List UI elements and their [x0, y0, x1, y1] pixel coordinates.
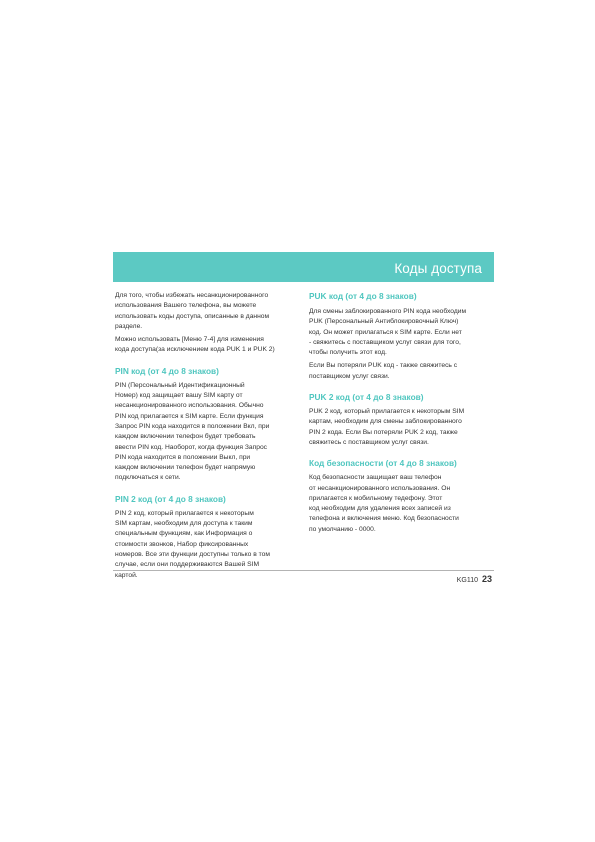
pin2-code-section	[115, 494, 293, 581]
page-title: Коды доступа	[394, 261, 482, 276]
section-heading: PIN код (от 4 до 8 знаков)	[115, 365, 219, 376]
model-name: KG110	[456, 577, 479, 584]
footer-divider	[113, 570, 494, 571]
intro-paragraph: Можно использовать [Меню 7-4] для изменения кода доступа(за исключением кода PUK 1 и PUK 2)	[115, 336, 275, 354]
section-heading: PIN 2 код (от 4 до 8 знаков)	[115, 493, 226, 504]
section-body: PUK 2 код, который прилагается к некоторым SIM картам, необходим для смены заблокированного PIN 2 кода. Если Вы потеряли PUK 2 код, также свяжитесь с поставщиком услуг связи.	[309, 408, 465, 446]
section-heading: Код безопасности (от 4 до 8 знаков)	[309, 458, 457, 469]
section-body: Для смены заблокированного PIN кода необходим PUK (Персональный Антиблокировочный Ключ) код. Он может прилагаться к SIM карте. Если нет - свяжитесь с поставщиком услуг связи для того, чтобы получить этот код.	[309, 308, 467, 357]
intro-block	[115, 291, 293, 356]
right-column	[309, 291, 487, 535]
section-body: PIN (Персональный Идентификационный Номер) код защищает вашу SIM карту от несанкционированного использования. Обычно PIN код прилагается к SIM карте. Если функция Запрос PIN кода находится в положении Вкл, при каждом включении телефон будет требовать ввести PIN код. Наоборот, когда функция Запрос PIN кода находится в положении Выкл, при каждом включении телефон будет напрямую подключаться к сети.	[115, 381, 270, 482]
page-footer	[457, 574, 492, 584]
puk2-code-section	[309, 392, 487, 448]
left-column	[115, 291, 293, 581]
security-code-section	[309, 458, 487, 535]
section-body: Код безопасности защищает ваш телефон от несанкционированного использования. Он прилагается к мобильному тедефону. Этот код необходим для удаления всех записей из телефона и включения меню. Код безопасности по умолчанию - 0000.	[309, 474, 459, 533]
section-heading: PUK 2 код (от 4 до 8 знаков)	[309, 392, 424, 403]
puk-code-section	[309, 291, 487, 382]
page-number: 23	[481, 574, 492, 584]
section-body: Если Вы потеряли PUK код - также свяжитесь с поставщиком услуг связи.	[309, 362, 458, 380]
intro-paragraph: Для того, чтобы избежать несанкционированного использования Вашего телефона, вы можете использовать коды доступа, описанные в данном разделе.	[115, 292, 270, 330]
section-title-banner	[113, 252, 494, 282]
section-heading: PUK код (от 4 до 8 знаков)	[309, 291, 417, 301]
section-body: PIN 2 код, который прилагается к некоторым SIM картам, необходим для доступа к таким специальным функциям, как Информация о стоимости звонков, Набор фиксированных номеров. Все эти функции доступны только в том случае, если они поддерживаются Вашей SIM картой.	[115, 509, 270, 579]
pin-code-section	[115, 366, 293, 484]
